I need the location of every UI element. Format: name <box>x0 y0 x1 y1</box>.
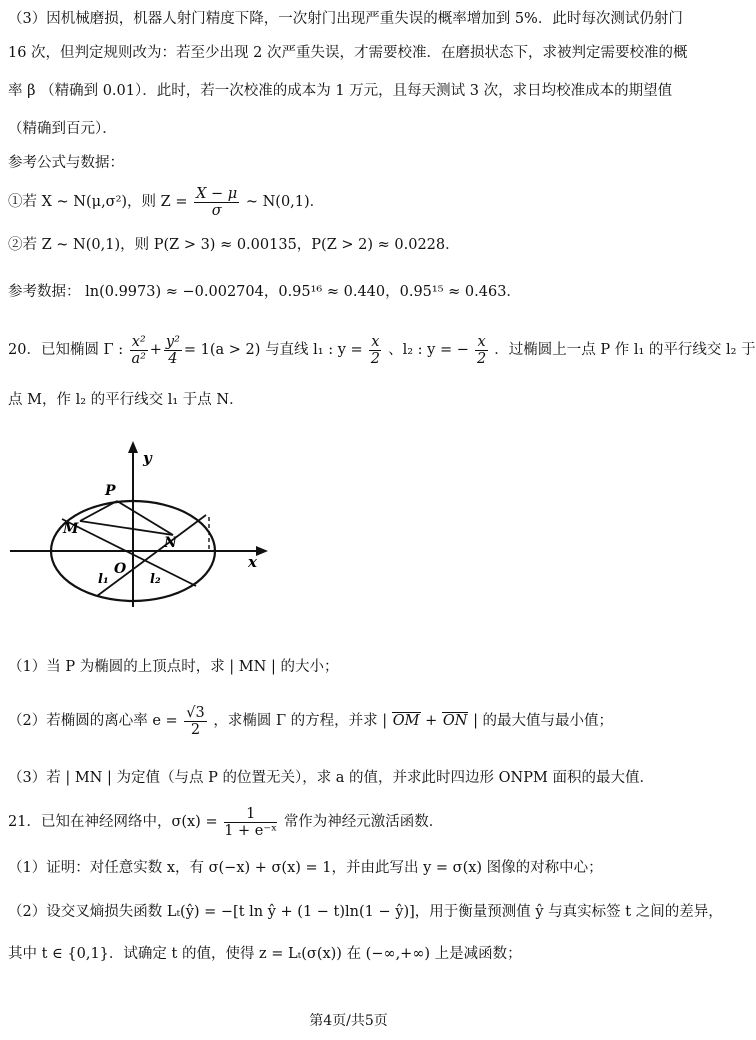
ref-data-prefix: 参考数据： <box>8 284 81 300</box>
label-N: N <box>164 535 177 551</box>
q21-sub1: （1）证明：对任意实数 x，有 σ(−x) + σ(x) = 1，并由此写出 y = σ(x) 图像的对称中心； <box>8 860 603 876</box>
q20-eq-x2: x² <box>131 333 146 350</box>
q20-frac-l2-den: 2 <box>476 350 487 367</box>
q20-frac-l2 <box>475 334 487 367</box>
q20-sub2 <box>8 700 613 742</box>
q20-line1-b: 与直线 l₁ : y = <box>265 342 363 358</box>
p3-line3: 率 β （精确到 0.01）．此时，若一次校准的成本为 1 万元，且每天测试 3 次，求日均校准成本的期望值 <box>8 83 673 99</box>
q20-frac-l1-num: x <box>371 333 380 350</box>
q20-line1-c: 、l₂ : y = − <box>388 342 469 358</box>
label-M: M <box>63 521 79 537</box>
q20-sub2-b: ，求椭圆 Γ 的方程，并求 | <box>213 713 388 729</box>
label-O: O <box>114 561 127 577</box>
x-axis-arrow <box>256 546 268 556</box>
ref-formula-2: ②若 Z ~ N(0,1)，则 P(Z > 3) ≈ 0.00135，P(Z > 2) ≈ 0.0228． <box>8 237 460 253</box>
ref-f1-fraction <box>194 186 239 219</box>
q20-sub3: （3）若 | MN | 为定值（与点 P 的位置无关），求 a 的值，并求此时四边形 ONPM 面积的最大值． <box>8 770 654 786</box>
q20-sub2-plus: + <box>425 713 438 729</box>
label-P: P <box>105 483 116 499</box>
ref-f1-prefix: ①若 X ~ N(μ,σ²)，则 Z = <box>8 194 188 210</box>
q20-line1: 20．已知椭圆 Γ : $\frac{\text{x²}}{\text{a²}}$ + $\frac{\text{y²}}{4}$ = 1(a > 2) 与直线 l₁ : y = $\frac{x}{2}$ 、l₂ : y = − $\frac{x}{2}$ ．过椭圆上一点 P 作 l₁ 的平行线交 l₂ 于 <box>8 333 756 367</box>
ref-heading: 参考公式与数据： <box>8 155 124 171</box>
ref-f1-num: X − μ <box>196 185 238 202</box>
q21-line1 <box>8 802 443 842</box>
q20-sub2-num: √3 <box>186 704 205 721</box>
ref-f1-den: σ <box>211 202 222 219</box>
q20-line1-a: 20．已知椭圆 Γ : <box>8 342 124 358</box>
q21-line1-b: 常作为神经元激活函数． <box>283 814 444 830</box>
q21-num: 1 <box>224 806 277 823</box>
q20-sub2-c: | 的最大值与最小值； <box>473 713 614 729</box>
q20-sub2-den: 2 <box>190 721 201 738</box>
p3-line4: （精确到百元）． <box>8 121 117 137</box>
label-x: x <box>248 553 257 571</box>
q20-eq-4: 4 <box>168 350 178 367</box>
label-l1: l₁ <box>98 572 109 587</box>
ref-data <box>8 282 521 302</box>
label-y: y <box>143 449 152 467</box>
q20-line1-d: ．过椭圆上一点 P 作 l₁ 的平行线交 l₂ 于 <box>494 342 756 358</box>
page-number: 第4页/共5页 <box>309 1013 388 1029</box>
ellipse-figure <box>0 437 300 612</box>
vector-OM: OM <box>392 713 420 729</box>
p3-line1: （3）因机械磨损，机器人射门精度下降，一次射门出现严重失误的概率增加到 5%．此时每次测试仍射门 <box>8 11 683 27</box>
q20-frac-l1 <box>369 334 381 367</box>
q20-frac-y2-4 <box>164 334 182 367</box>
ref-f1-suffix: ~ N(0,1)． <box>245 194 325 210</box>
q20-eq-a2: a² <box>131 350 146 367</box>
vector-ON: ON <box>442 713 468 729</box>
q20-sub2-fraction <box>184 705 206 738</box>
q20-sub1: （1）当 P 为椭圆的上顶点时，求 | MN | 的大小； <box>8 659 339 675</box>
q20-line2: 点 M，作 l₂ 的平行线交 l₁ 于点 N． <box>8 392 244 408</box>
q21-line1-a: 21．已知在神经网络中，σ(x) = <box>8 814 218 830</box>
q20-eq-rest: = 1(a > 2) <box>183 342 261 358</box>
y-axis-arrow <box>128 441 138 453</box>
ref-data-values: ln(0.9973) ≈ −0.002704，0.95¹⁶ ≈ 0.440，0.95¹⁵ ≈ 0.463． <box>85 284 521 300</box>
q20-eq-y2: y² <box>165 333 180 350</box>
q21-sub2-line2: 其中 t ∈ {0,1}．试确定 t 的值，使得 z = Lₜ(σ(x)) 在 (−∞,+∞) 上是减函数； <box>8 946 522 962</box>
q21-fraction <box>224 806 277 839</box>
ref-formula-1 <box>8 184 324 220</box>
q21-sub2-line1: （2）设交叉熵损失函数 Lₜ(ŷ) = −[t ln ŷ + (1 − t)ln(1 − ŷ)]，用于衡量预测值 ŷ 与真实标签 t 之间的差异， <box>8 904 723 920</box>
segment-MN <box>80 521 173 535</box>
p3-line2: 16 次，但判定规则改为：若至少出现 2 次严重失误，才需要校准．在磨损状态下，求被判定需要校准的概 <box>8 45 688 61</box>
q20-frac-l1-den: 2 <box>370 350 380 367</box>
q20-sub2-a: （2）若椭圆的离心率 e = <box>8 713 178 729</box>
q20-frac-x2-a2 <box>130 334 148 367</box>
q20-frac-l2-num: x <box>477 333 486 350</box>
q21-den: 1 + e⁻ˣ <box>224 822 278 839</box>
label-l2: l₂ <box>150 572 161 587</box>
